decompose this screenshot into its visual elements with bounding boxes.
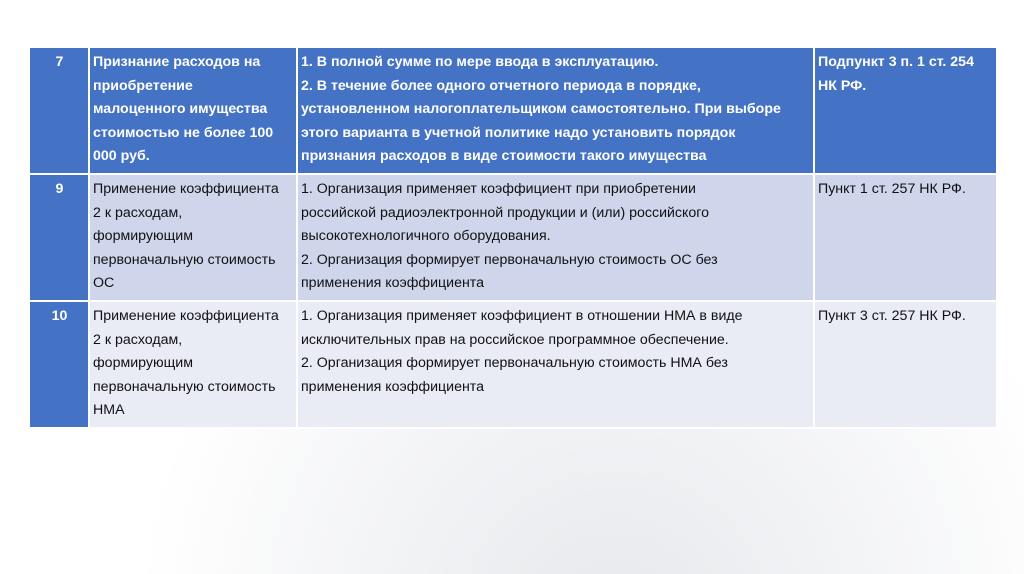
table-row: [29, 301, 997, 428]
table-row: [29, 47, 997, 174]
row-number-cell: 7: [29, 47, 89, 174]
legal-reference-cell: [814, 301, 997, 428]
item-name-cell-line: приобретение: [93, 77, 193, 94]
description-cell-line: высокотехнологичного оборудования.: [301, 228, 551, 245]
description-cell-line: российской радиоэлектронной продукции и (или) российского: [301, 204, 710, 221]
description-cell: [297, 174, 814, 301]
description-cell-line: 2. Организация формирует первоначальную стоимость ОС без: [301, 251, 718, 268]
item-name-cell: [89, 47, 297, 174]
description-cell: [297, 301, 814, 428]
item-name-cell-line: 000 руб.: [93, 148, 150, 165]
description-cell-line: применения коэффициента: [301, 378, 485, 395]
description-cell-line: признания расходов в виде стоимости такого имущества: [301, 148, 707, 165]
row-number-cell: 9: [29, 174, 89, 301]
description-cell: [297, 47, 814, 174]
description-cell-line: применения коэффициента: [301, 275, 485, 292]
tax-expenses-table: [28, 46, 998, 429]
legal-reference-cell-line: НК РФ.: [818, 77, 867, 94]
description-cell-line: 1. Организация применяет коэффициент в отношении НМА в виде: [301, 307, 743, 324]
item-name-cell-line: формирующим: [93, 228, 193, 245]
item-name-cell-line: 2 к расходам,: [93, 204, 183, 221]
legal-reference-cell-line: Пункт 3 ст. 257 НК РФ.: [818, 307, 966, 324]
item-name-cell-line: стоимостью не более 100: [93, 124, 274, 141]
legal-reference-cell: [814, 174, 997, 301]
item-name-cell-line: Применение коэффициента: [93, 307, 279, 324]
description-cell-line: исключительных прав на российское программное обеспечение.: [301, 331, 729, 348]
description-cell-line: 1. В полной сумме по мере ввода в эксплуатацию.: [301, 54, 659, 70]
legal-reference-cell-line: Подпункт 3 п. 1 ст. 254: [818, 54, 974, 70]
description-cell-line: 2. В течение более одного отчетного периода в порядке,: [301, 77, 701, 94]
item-name-cell-line: малоценного имущества: [93, 101, 268, 118]
item-name-cell-line: первоначальную стоимость: [93, 378, 276, 395]
item-name-cell-line: ОС: [93, 275, 115, 292]
item-name-cell-line: 2 к расходам,: [93, 331, 183, 348]
item-name-cell-line: НМА: [93, 402, 125, 419]
row-number-cell: 10: [29, 301, 89, 428]
item-name-cell-line: формирующим: [93, 355, 193, 372]
description-cell-line: 1. Организация применяет коэффициент при приобретении: [301, 180, 696, 197]
legal-reference-cell-line: Пункт 1 ст. 257 НК РФ.: [818, 180, 966, 197]
item-name-cell: [89, 174, 297, 301]
item-name-cell-line: первоначальную стоимость: [93, 251, 276, 268]
table-row: [29, 174, 997, 301]
description-cell-line: 2. Организация формирует первоначальную стоимость НМА без: [301, 355, 728, 372]
item-name-cell-line: Признание расходов на: [93, 54, 261, 70]
item-name-cell-line: Применение коэффициента: [93, 180, 279, 197]
description-cell-line: этого варианта в учетной политике надо установить порядок: [301, 124, 736, 141]
item-name-cell: [89, 301, 297, 428]
legal-reference-cell: [814, 47, 997, 174]
description-cell-line: установленном налогоплательщиком самостоятельно. При выборе: [301, 101, 781, 118]
